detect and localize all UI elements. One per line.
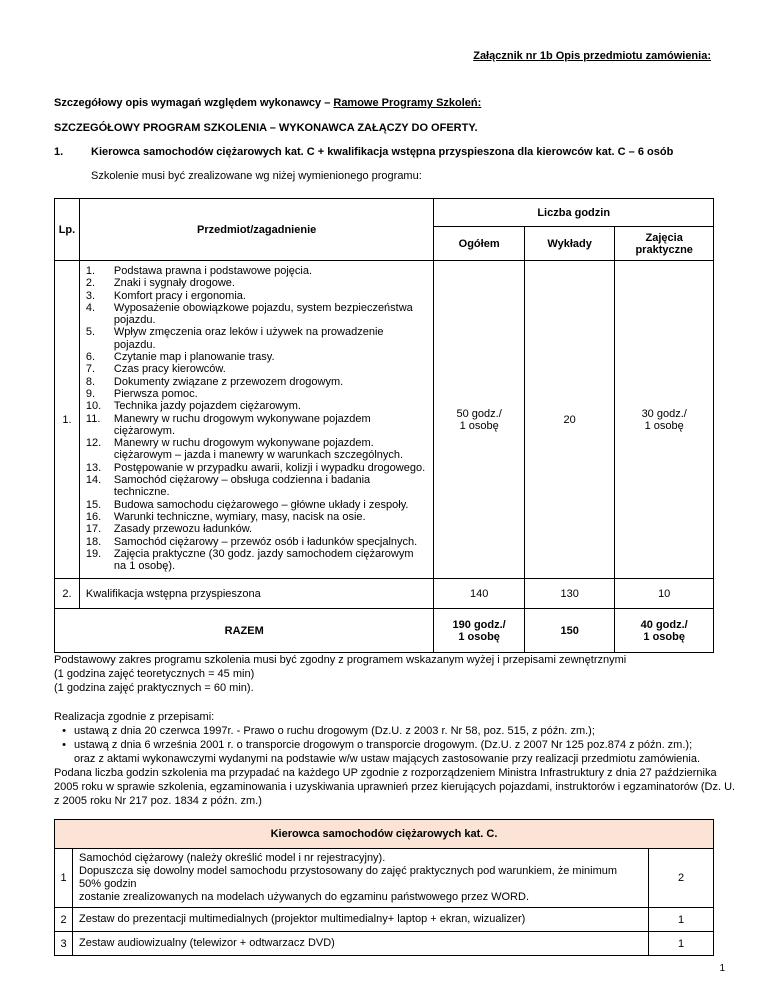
topic-text: Manewry w ruchu drogowym wykonywane pojazdem. ciężarowym – jazda i manewry w warunkach szczególnych. <box>113 437 404 462</box>
heading-underlined: Ramowe Programy Szkoleń: <box>333 97 482 109</box>
hours-line3: z 2005 roku Nr 217 poz. 1834 z późn. zm.) <box>54 795 262 807</box>
sum-total-line1: 190 godz./ <box>452 618 506 631</box>
bullet-continuation <box>54 752 700 766</box>
equipment-table <box>54 819 714 956</box>
topic-item <box>86 265 428 277</box>
bullet-text: ustawą z dnia 6 września 2001 r. o transporcie drogowym o transporcie drogowym. (Dz.U. z 2007 Nr 125 poz.874 z późn. zm.); <box>74 739 693 751</box>
eq-no: 2 <box>55 908 73 932</box>
topic-number: 15. <box>85 498 102 511</box>
hours-line1: Podana liczba godzin szkolenia ma przypadać na każdego UP zgodnie z rozporządzeniem Ministra Infrastruktury z dnia 27 października <box>54 767 717 779</box>
eq-description: Zestaw audiowizualny (telewizor + odtwarzacz DVD) <box>73 932 649 956</box>
bullet-item <box>54 738 700 752</box>
topic-number: 6. <box>85 351 96 364</box>
topic-text: Pierwsza pomoc. <box>113 387 198 400</box>
program-table <box>54 198 714 653</box>
topic-item <box>86 400 428 412</box>
hours-line2: 2005 roku w sprawie szkolenia, egzaminowania i uzyskiwania uprawnień przez kierujących pojazdami, instruktorów i egzaminatorów (Dz. U. <box>54 781 736 793</box>
eq-qty: 2 <box>649 849 714 908</box>
row-lectures: 130 <box>524 579 615 609</box>
col-lectures: Wykłady <box>524 227 615 261</box>
topic-text: Wpływ zmęczenia oraz leków i używek na prowadzenie pojazdu. <box>113 326 384 351</box>
topic-number: 16. <box>85 510 102 523</box>
eq-desc-line2: Dopuszcza się dowolny model samochodu przystosowany do zajęć praktycznych pod warunkiem, że minimum 50% godzin <box>79 865 618 890</box>
topic-number: 19. <box>85 547 102 560</box>
topic-number: 12. <box>85 437 102 450</box>
topic-number: 13. <box>85 461 102 474</box>
attachment-title: Załącznik nr 1b Opis przedmiotu zamówienia: <box>473 50 711 62</box>
topic-text: Manewry w ruchu drogowym wykonywane pojazdem ciężarowym. <box>113 412 371 437</box>
program-subheading: SZCZEGÓŁOWY PROGRAM SZKOLENIA – WYKONAWCA ZAŁĄCZY DO OFERTY. <box>54 122 478 134</box>
topic-item <box>86 548 428 573</box>
regulations-block <box>54 710 700 766</box>
scope-line3: (1 godzina zajęć praktycznych = 60 min). <box>54 682 254 694</box>
col-practice: Zajęcia praktyczne <box>615 227 714 261</box>
total-line1: 50 godz./ <box>456 407 502 420</box>
section-number: 1. <box>54 146 64 158</box>
eq-no: 1 <box>55 849 73 908</box>
row-lp: 1. <box>55 261 80 579</box>
scope-line2: (1 godzina zajęć teoretycznych = 45 min) <box>54 668 255 680</box>
section-title-text: Kierowca samochodów ciężarowych kat. C + kwalifikacja wstępna przyspieszona dla kierowców kat. C – 6 osób <box>91 146 674 158</box>
topic-text: Warunki techniczne, wymiary, masy, nacisk na osie. <box>113 510 366 523</box>
topic-text: Wyposażenie obowiązkowe pojazdu, system bezpieczeństwa pojazdu. <box>113 301 413 327</box>
scope-line1: Podstawowy zakres programu szkolenia musi być zgodny z programem wskazanym wyżej i przepisami zewnętrznymi <box>54 654 627 666</box>
hours-paragraph <box>54 766 735 808</box>
eq-qty: 1 <box>649 908 714 932</box>
topics-list <box>80 261 434 578</box>
col-subject: Przedmiot/zagadnienie <box>79 199 434 261</box>
row-lp: 2. <box>55 579 80 609</box>
col-lp: Lp. <box>55 199 80 261</box>
bullet-dot: • <box>62 739 66 751</box>
table-row <box>55 579 714 609</box>
topic-number: 18. <box>85 535 102 548</box>
eq-desc-line1: Samochód ciężarowy (należy określić model i nr rejestracyjny). <box>79 852 386 864</box>
table-row <box>55 849 714 908</box>
row-practice <box>615 261 714 579</box>
topic-number: 8. <box>85 375 96 388</box>
topic-item <box>86 413 428 438</box>
topic-text: Zasady przewozu ładunków. <box>113 523 253 536</box>
eq-desc-line3: zostanie zrealizowanych na modelach używanych do egzaminu państwowego przez WORD. <box>79 891 530 903</box>
topic-item <box>86 326 428 351</box>
bullet-item <box>54 724 700 738</box>
topic-item <box>86 474 428 499</box>
topic-text: Technika jazdy pojazdem ciężarowym. <box>113 400 301 413</box>
topic-text: Czytanie map i planowanie trasy. <box>113 351 275 364</box>
table-row <box>55 261 714 579</box>
topic-text: Znaki i sygnały drogowe. <box>113 277 235 290</box>
practice-line2: 1 osobę <box>644 419 684 432</box>
regulations-lead: Realizacja zgodnie z przepisami: <box>54 711 215 723</box>
col-hours: Liczba godzin <box>434 199 714 227</box>
sum-practice-line2: 1 osobę <box>643 630 685 643</box>
intro-text: Szkolenie musi być zrealizowane wg niżej wymienionego programu: <box>91 170 422 182</box>
topic-number: 10. <box>85 400 102 413</box>
topic-text: Podstawa prawna i podstawowe pojęcia. <box>113 265 313 277</box>
topic-item <box>86 376 428 388</box>
topic-text: Budowa samochodu ciężarowego – główne układy i zespoły. <box>113 498 409 511</box>
equipment-title: Kierowca samochodów ciężarowych kat. C. <box>55 820 714 849</box>
bullet-cont-text: oraz z aktami wykonawczymi wydanymi na podstawie w/w ustaw mających zastosowanie przy realizacji przedmiotu zamówienia. <box>74 753 701 765</box>
topic-item <box>86 511 428 523</box>
topic-number: 4. <box>85 301 96 314</box>
topic-item <box>86 499 428 511</box>
eq-no: 3 <box>55 932 73 956</box>
topic-text: Czas pracy kierowców. <box>113 363 226 376</box>
topic-number: 17. <box>85 523 102 536</box>
requirements-heading <box>54 97 481 109</box>
topics-cell <box>79 261 434 579</box>
col-total: Ogółem <box>434 227 524 261</box>
sum-total <box>434 609 524 653</box>
sum-row <box>55 609 714 653</box>
row-practice: 10 <box>615 579 714 609</box>
topic-text: Samochód ciężarowy – przewóz osób i ładunków specjalnych. <box>113 535 418 548</box>
section-title <box>54 146 673 158</box>
topic-item <box>86 351 428 363</box>
eq-description: Zestaw do prezentacji multimedialnych (projektor multimedialny+ laptop + ekran, wizualizer) <box>73 908 649 932</box>
topic-number: 9. <box>85 387 96 400</box>
sum-total-line2: 1 osobę <box>458 630 500 643</box>
sum-practice-line1: 40 godz./ <box>640 618 688 631</box>
table-row <box>55 932 714 956</box>
topic-item <box>86 363 428 375</box>
scope-paragraph <box>54 653 626 695</box>
total-line2: 1 osobę <box>459 419 499 432</box>
sum-label: RAZEM <box>55 609 434 653</box>
topic-number: 14. <box>85 474 102 487</box>
heading-prefix: Szczegółowy opis wymagań względem wykonawcy – <box>54 97 334 109</box>
row-total: 140 <box>434 579 524 609</box>
practice-line1: 30 godz./ <box>641 407 687 420</box>
topic-number: 7. <box>85 363 96 376</box>
topic-item <box>86 290 428 302</box>
topic-text: Komfort pracy i ergonomia. <box>113 289 246 302</box>
topic-item <box>86 388 428 400</box>
eq-qty: 1 <box>649 932 714 956</box>
topic-item <box>86 536 428 548</box>
topic-item <box>86 523 428 535</box>
row-lectures: 20 <box>524 261 615 579</box>
topic-number: 1. <box>85 265 96 277</box>
topic-number: 2. <box>85 277 96 290</box>
topic-text: Zajęcia praktyczne (30 godz. jazdy samochodem ciężarowym na 1 osobę). <box>113 547 414 573</box>
sum-practice <box>615 609 714 653</box>
topic-item <box>86 277 428 289</box>
topic-text: Postępowanie w przypadku awarii, kolizji i wypadku drogowego. <box>113 461 426 474</box>
topic-item <box>86 437 428 462</box>
topic-text: Dokumenty związane z przewozem drogowym. <box>113 375 344 388</box>
eq-description <box>73 849 649 908</box>
topic-number: 3. <box>85 289 96 302</box>
bullet-text: ustawą z dnia 20 czerwca 1997r. - Prawo o ruchu drogowym (Dz.U. z 2003 r. Nr 58, poz. 515, z późn. zm.); <box>74 725 595 737</box>
row-total <box>434 261 524 579</box>
table-row <box>55 908 714 932</box>
topic-text: Samochód ciężarowy – obsługa codzienna i badania techniczne. <box>113 474 371 499</box>
row-subject: Kwalifikacja wstępna przyspieszona <box>79 579 434 609</box>
topic-number: 11. <box>85 412 101 425</box>
topic-number: 5. <box>85 326 96 339</box>
topic-item <box>86 462 428 474</box>
page-number: 1 <box>719 963 725 974</box>
sum-lectures: 150 <box>524 609 615 653</box>
topic-item <box>86 302 428 327</box>
bullet-dot: • <box>62 725 66 737</box>
